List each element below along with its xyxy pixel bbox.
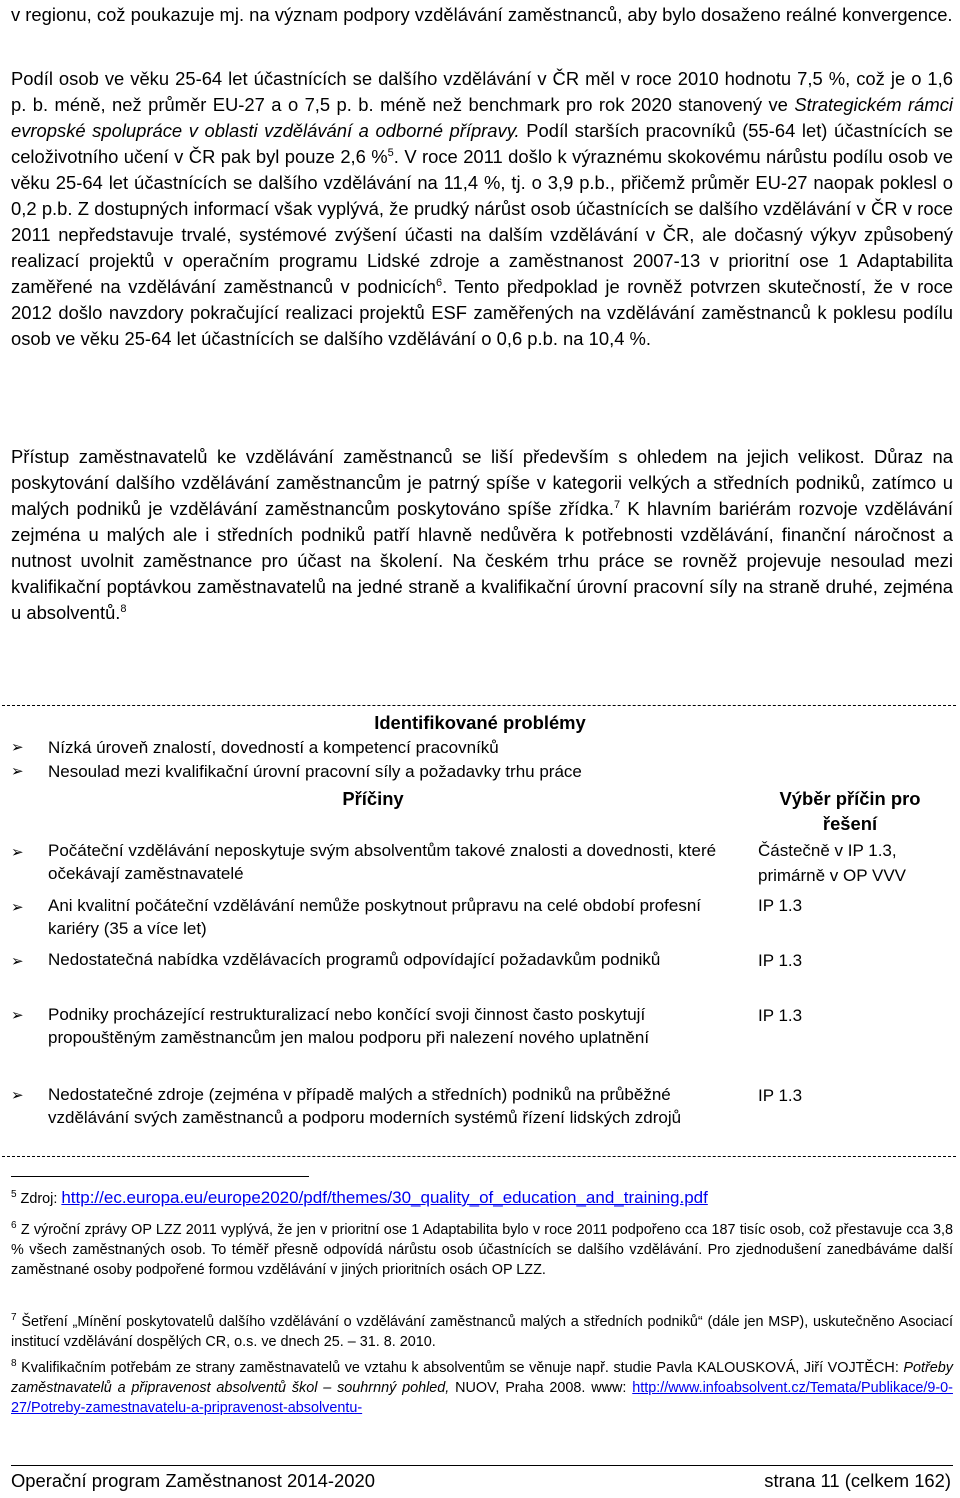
cause-item: Nedostatečná nabídka vzdělávacích programů odpovídající požadavkům podniků [48,950,661,969]
arrow-bullet-icon: ➢ [11,953,24,970]
paragraph-intro [11,2,953,28]
footnote-8-study-title: Potřeby zaměstnavatelů a připravenost absolventů škol – souhrnný pohled, [11,1360,953,1396]
cause-item: Počáteční vzdělávání neposkytuje svým absolventům takové znalosti a dovednosti, které očekávají zaměstnavatelé [48,841,717,883]
footer-separator [11,1465,953,1466]
footnote-8 [11,1358,953,1418]
paragraph-intro-text: v regionu, což poukazuje mj. na význam podpory vzdělávání zaměstnanců, aby bylo dosaženo reálné konvergence. [11,4,953,25]
footer-program-name: Operační program Zaměstnanost 2014-2020 [11,1470,375,1491]
cause-selection: IP 1.3 [758,1086,803,1105]
arrow-bullet-icon: ➢ [11,899,24,916]
footer-page-number: strana 11 (celkem 162) [764,1470,951,1491]
paragraph-statistics-text-a: Podíl osob ve věku 25-64 let účastnících se dalšího vzdělávání v ČR měl v roce 2010 hodnotu 7,5 %, což je o 1,6 p. b. méně, než průměr EU-27 a o 7,5 p. b. méně než benchmark pro rok 2020 stanovený ve [11,68,953,115]
arrow-bullet-icon: ➢ [11,844,24,861]
paragraph-employers [11,444,953,626]
footnote-7-text: Šetření „Mínění poskytovatelů dalšího vzdělávání o vzdělávání zaměstnanců malých a středních podniků“ (dále jen MSP), uskutečněno Asociací institucí vzdělávání dospělých CR, o.s. ve dnech 25. – 31. 8. 2010. [11,1314,953,1350]
footnote-5 [11,1188,953,1209]
footnote-5-label: Zdroj: [16,1191,62,1207]
arrow-bullet-icon: ➢ [11,739,24,756]
footnote-8-link[interactable]: http://www.infoabsolvent.cz/Temata/Publikace/9-0-27/Potreby-zamestnavatelu-a-pripravenost-absolventu- [11,1380,953,1416]
footnote-6-text: Z výroční zprávy OP LZZ 2011 vyplývá, že jen v prioritní ose 1 Adaptabilita bylo v roce 2011 podpořeno cca 187 tisíc osob, což přestavuje cca 3,8 % všech zaměstnaných osob. To téměř přesně odpovídá nárůstu osob účastnících se dalšího vzdělávání. Pro zjednodušení zanedbáváme další zaměstnané osoby podpořené formou vzdělávání v jiných prioritních osách OP LZZ. [11,1222,953,1278]
problems-box-title: Identifikované problémy [374,712,586,733]
selection-header: Výběr příčin pro řešení [779,788,921,834]
footnote-5-number: 5 [11,1189,17,1200]
paragraph-statistics-text-b: Podíl starších pracovníků (55-64 let) účastnících se celoživotního učení v ČR pak byl pouze 2,6 % [11,120,953,167]
arrow-bullet-icon: ➢ [11,1007,24,1024]
paragraph-statistics-text-c: . V roce 2011 došlo k výraznému skokovému nárůstu podílu osob ve věku 25-64 let účastnících se dalšího vzdělávání na 11,4 %, tj. o 3,9 p.b., přičemž průměr EU-27 naopak poklesl o 0,2 p.b. Z dostupných informací však vyplývá, že prudký nárůst osob účastnících se dalšího vzdělávání v ČR v roce 2011 nepředstavuje trvalé, systémové zvýšení účasti na dalším vzdělávání v ČR, ale dočasný výkyv způsobený realizací projektů v operačním programu Lidské zdroje a zaměstnanost 2007-13 v prioritní ose 1 Adaptabilita zaměřené na vzdělávání zaměstnanců v podnicích [11,146,953,297]
paragraph-statistics [11,66,953,352]
footnote-8-number: 8 [11,1358,17,1369]
arrow-bullet-icon: ➢ [11,763,24,780]
problem-item: Nízká úroveň znalostí, dovedností a kompetencí pracovníků [48,738,499,757]
footnote-ref-7[interactable]: 7 [614,499,621,511]
footnote-6-number: 6 [11,1220,17,1231]
cause-item: Ani kvalitní počáteční vzdělávání nemůže poskytnout průpravu na celé období profesní kariéry (35 a více let) [48,896,702,938]
cause-selection: IP 1.3 [758,896,803,915]
causes-header: Příčiny [342,788,404,809]
footnote-ref-5[interactable]: 5 [387,147,394,159]
cause-item: Podniky procházející restrukturalizací nebo končící svoji činnost často poskytují propouštěným zaměstnancům jen malou podporu při nalezení nového uplatnění [48,1005,650,1047]
footnote-7-number: 7 [11,1312,17,1323]
cause-selection: IP 1.3 [758,1006,803,1025]
problems-box [2,705,956,1157]
footnote-6 [11,1220,953,1280]
footnote-ref-6[interactable]: 6 [435,277,443,289]
paragraph-employers-text-b: K hlavním bariérám rozvoje vzdělávání zejména u malých ale i středních podniků patří hlavně nedůvěra k potřebnosti vzdělávání, finanční náročnost a nutnost uvolnit zaměstnance pro účast na školení. Na českém trhu práce se rovněž projevuje nesoulad mezi kvalifikační poptávkou zaměstnavatelů na jedné straně a kvalifikační úrovní pracovní síly na straně druhé, zejména u absolventů. [11,498,953,623]
paragraph-statistics-text-d: . Tento předpoklad je rovněž potvrzen skutečností, že v roce 2012 došlo navzdory pokračující realizaci projektů ESF zaměřených na vzdělávání zaměstnanců k poklesu podílu osob ve věku 25-64 let účastnících se dalšího vzdělávání o 0,6 p.b. na 10,4 %. [11,276,953,349]
problem-item: Nesoulad mezi kvalifikační úrovní pracovní síly a požadavky trhu práce [48,762,582,781]
strategic-framework-title: Strategickém rámci evropské spolupráce v oblasti vzdělávání a odborné přípravy. [11,94,953,141]
footnote-8-text-a: Kvalifikačním potřebám ze strany zaměstnavatelů ve vztahu k absolventům se věnuje např. studie Pavla KALOUSKOVÁ, Jiří VOJTĚCH: [16,1360,904,1376]
footnote-separator [11,1176,309,1177]
arrow-bullet-icon: ➢ [11,1087,24,1104]
cause-item: Nedostatečné zdroje (zejména v případě malých a středních) podniků na průběžné vzdělávání svých zaměstnanců a podporu moderních systémů řízení lidských zdrojů [48,1085,682,1127]
footnote-7 [11,1312,953,1352]
footnote-8-text-b: NUOV, Praha 2008. www: [449,1380,633,1396]
footnote-ref-8[interactable]: 8 [120,603,127,615]
footnote-5-link[interactable]: http://ec.europa.eu/europe2020/pdf/themes/30_quality_of_education_and_training.pdf [61,1188,708,1207]
cause-selection: Částečně v IP 1.3, primárně v OP VVV [758,841,907,885]
paragraph-employers-text-a: Přístup zaměstnavatelů ke vzdělávání zaměstnanců se liší především s ohledem na jejich velikost. Důraz na poskytování dalšího vzdělávání zaměstnancům je patrný spíše v kategorii velkých a středních podniků, zatímco u malých podniků je vzdělávání zaměstnancům poskytováno spíše zřídka. [11,446,953,519]
cause-selection: IP 1.3 [758,951,803,970]
